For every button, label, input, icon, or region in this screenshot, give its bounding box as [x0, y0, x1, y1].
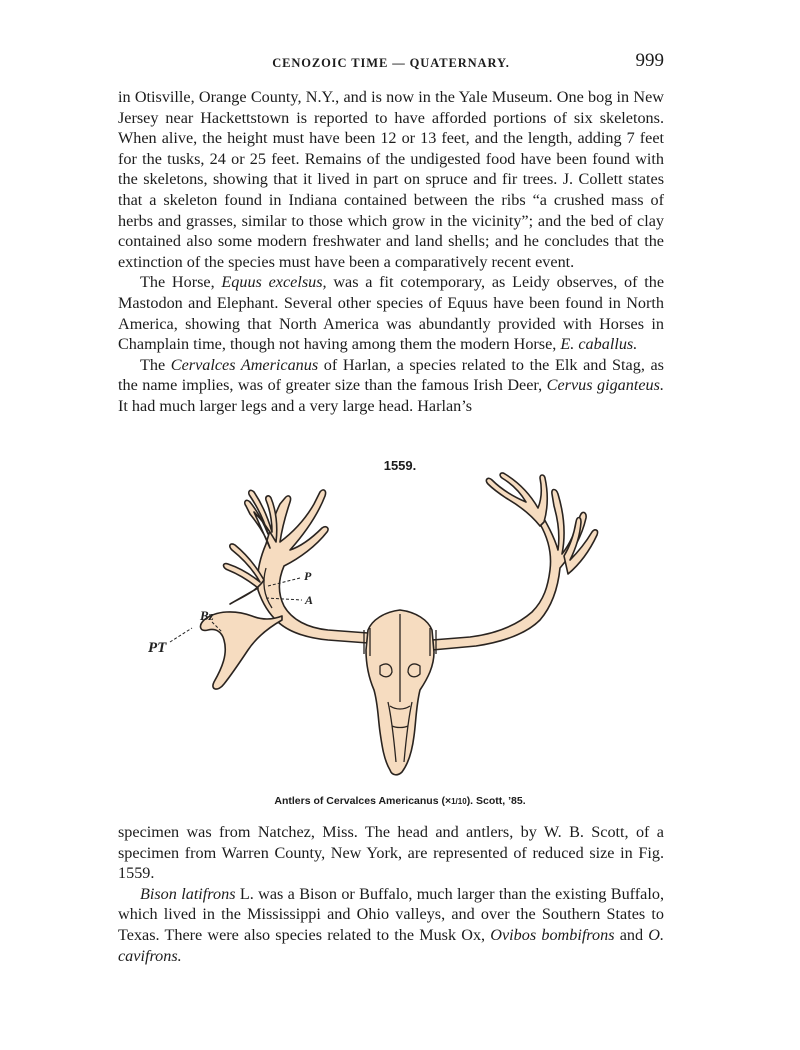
- italic-run: Cervalces Americanus: [170, 355, 319, 374]
- text-run: The: [140, 355, 171, 374]
- text-run: of Harlan, a species related to the Elk and Stag, as the name implies, was of greater size than the famous Irish Deer,: [118, 355, 664, 395]
- text-run: L. was a Bison or Buffalo, much larger than the existing Buffalo, which lived in the Mississippi and Ohio valleys, and over the Southern States to Texas. There were also species related to the Musk Ox,: [118, 884, 664, 944]
- text-run: in Otisville, Orange County, N.Y., and is now in the Yale Museum. One bog in New Jersey near Hackettstown is reported to have afforded portions of six skeletons. When alive, the height must have been 12 or 13 feet, and the length, adding 7 feet for the tusks, 24 or 25 feet. Remains of the undigested food have been found with the skeletons, showing that it lived in part on spruce and fir trees. J. Collett states that a skeleton found in Indiana contained between the ribs “a crushed mass of herbs and grasses, similar to those which grow in the vicinity”; and the bed of clay contained also some modern freshwater and land shells; and he concludes that the extinction of the species must have been a comparatively recent event.: [118, 88, 664, 271]
- body-text-top: [118, 87, 664, 417]
- italic-run: E. caballus.: [560, 335, 638, 354]
- label-pt: PT: [148, 640, 167, 656]
- figure-caption: [0, 795, 800, 807]
- right-antler-inner-tines: [564, 518, 598, 575]
- figure-number: 1559.: [383, 458, 417, 473]
- italic-run: Equus excelsus,: [221, 273, 327, 292]
- text-run: and: [614, 925, 649, 944]
- text-run: specimen was from Natchez, Miss. The head and antlers, by W. B. Scott, of a specimen from Warren County, New York, are represented of reduced size in Fig. 1559.: [118, 823, 664, 883]
- antler-illustration: [140, 470, 660, 792]
- paragraph: [118, 272, 664, 354]
- paragraph: [118, 355, 664, 417]
- left-antler-lower-tines: [224, 544, 265, 604]
- text-run: It had much larger legs and a very large head. Harlan’s: [118, 396, 473, 415]
- text-run: was a fit cotemporary, as Leidy observes, of the Mastodon and Elephant. Several other species of Equus have been found in North America, showing that North America was abundantly provided with Horses in Champlain time, though not having among them the modern Horse,: [118, 273, 665, 354]
- italic-run: O. cavifrons.: [118, 925, 664, 965]
- italic-run: Cervus giganteus.: [546, 376, 664, 395]
- right-antler-upper-tines: [486, 473, 547, 526]
- italic-run: Bison latifrons: [140, 884, 236, 903]
- label-bz: Bz: [200, 608, 214, 623]
- page-header: [118, 50, 664, 74]
- label-a: A: [305, 593, 314, 607]
- body-text-bottom: [118, 822, 664, 966]
- caption-text: Antlers of Cervalces Americanus (×: [274, 795, 452, 807]
- caption-credit: ). Scott, ’85.: [466, 795, 526, 807]
- page-number: 999: [635, 50, 664, 71]
- caption-scale: 1/10: [451, 797, 467, 806]
- left-brow-tine: [201, 612, 282, 689]
- paragraph: [118, 884, 664, 966]
- text-run: The Horse,: [140, 273, 222, 292]
- label-p: P: [304, 569, 312, 583]
- running-head: CENOZOIC TIME — QUATERNARY.: [272, 56, 510, 70]
- paragraph: [118, 87, 664, 272]
- italic-run: Ovibos bombifrons: [490, 925, 615, 944]
- paragraph: [118, 822, 664, 884]
- leader-pt: [170, 628, 192, 642]
- right-antler: [432, 490, 586, 651]
